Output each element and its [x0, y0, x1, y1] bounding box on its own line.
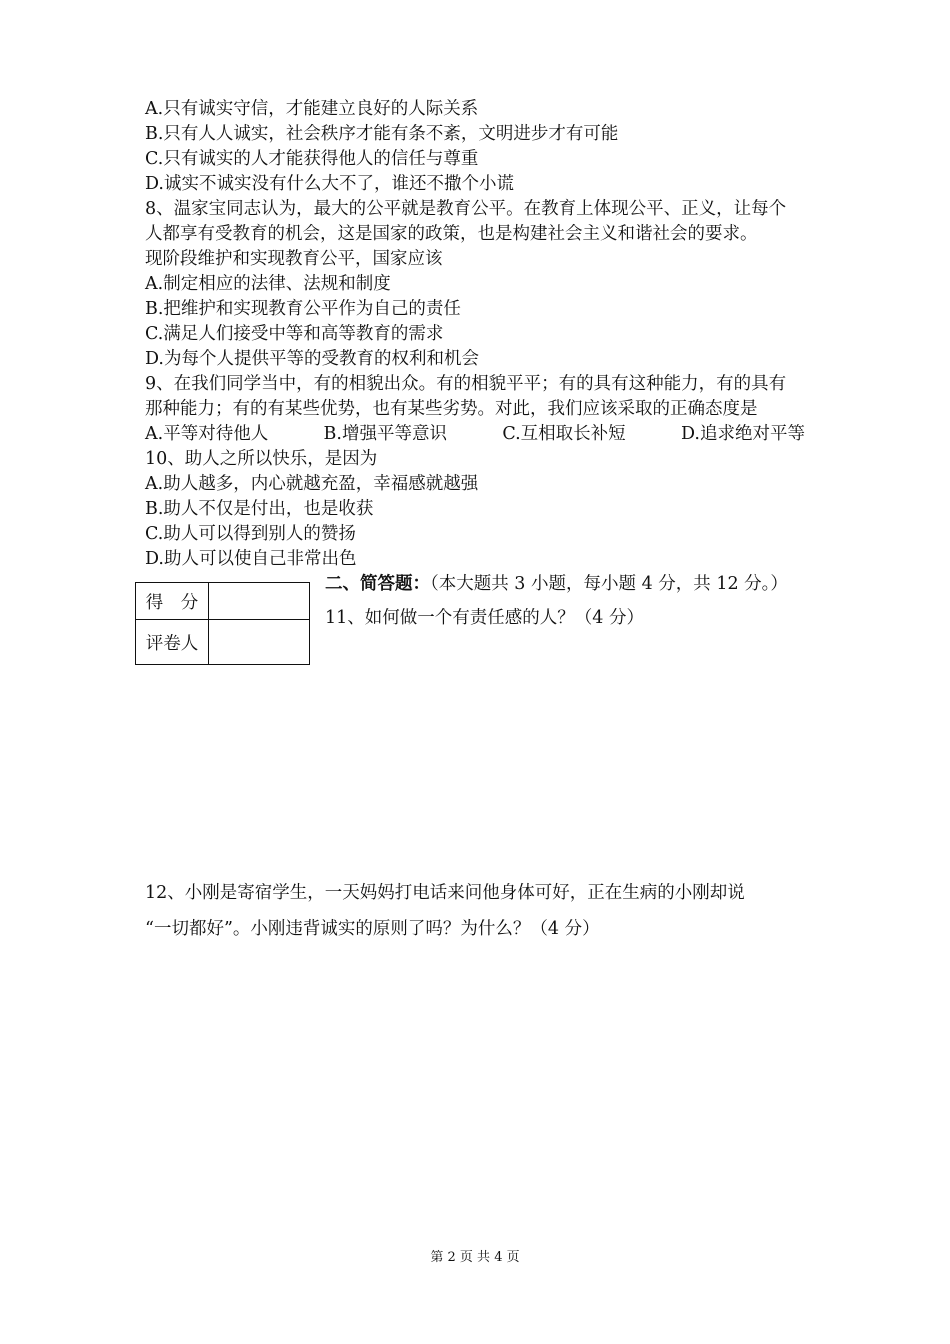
section2-note: （本大题共 3 小题，每小题 4 分，共 12 分。）	[430, 574, 788, 594]
q9-option-b: B.增强平等意识	[323, 424, 447, 444]
score-table	[135, 582, 310, 665]
q8-option-b: B.把维护和实现教育公平作为自己的责任	[145, 299, 461, 319]
section2-title: 二、简答题：	[325, 574, 430, 594]
q9-stem-line2: 那种能力；有的有某些优势，也有某些劣势。对此，我们应该采取的正确态度是	[145, 399, 758, 419]
score-value-cell[interactable]	[209, 583, 310, 620]
q8-option-a: A.制定相应的法律、法规和制度	[145, 274, 391, 294]
q9-stem-line1: 9、在我们同学当中，有的相貌出众。有的相貌平平；有的具有这种能力，有的具有	[145, 374, 787, 394]
grader-value-cell[interactable]	[209, 620, 310, 665]
section2-heading	[325, 572, 788, 597]
q10-option-d: D.助人可以使自己非常出色	[145, 549, 357, 569]
q11-question: 11、如何做一个有责任感的人？（4 分）	[325, 608, 644, 628]
q12-line1: 12、小刚是寄宿学生，一天妈妈打电话来问他身体可好，正在生病的小刚却说	[145, 883, 745, 903]
q7-option-b: B.只有人人诚实，社会秩序才能有条不紊，文明进步才有可能	[145, 124, 619, 144]
q10-option-c: C.助人可以得到别人的赞扬	[145, 524, 356, 544]
q9-options-row	[145, 422, 805, 447]
grader-label: 评卷人	[136, 620, 209, 665]
q7-option-d: D.诚实不诚实没有什么大不了，谁还不撒个小谎	[145, 174, 514, 194]
q8-stem-line1: 8、温家宝同志认为，最大的公平就是教育公平。在教育上体现公平、正义，让每个	[145, 199, 787, 219]
q8-stem-line3: 现阶段维护和实现教育公平，国家应该	[145, 249, 443, 269]
q8-option-c: C.满足人们接受中等和高等教育的需求	[145, 324, 444, 344]
q7-option-c: C.只有诚实的人才能获得他人的信任与尊重	[145, 149, 479, 169]
q8-stem-line2: 人都享有受教育的机会，这是国家的政策，也是构建社会主义和谐社会的要求。	[145, 224, 758, 244]
q12-line2: “一切都好”。小刚违背诚实的原则了吗？为什么？（4 分）	[145, 919, 600, 939]
q10-stem: 10、助人之所以快乐，是因为	[145, 449, 378, 469]
q9-option-d: D.追求绝对平等	[681, 424, 805, 444]
q9-option-c: C.互相取长补短	[502, 424, 626, 444]
q10-option-b: B.助人不仅是付出，也是收获	[145, 499, 374, 519]
score-label: 得 分	[136, 583, 209, 620]
page-footer: 第 2 页 共 4 页	[430, 1250, 520, 1265]
q10-option-a: A.助人越多，内心就越充盈，幸福感就越强	[145, 474, 479, 494]
q9-option-a: A.平等对待他人	[145, 424, 269, 444]
q7-option-a: A.只有诚实守信，才能建立良好的人际关系	[145, 99, 479, 119]
q8-option-d: D.为每个人提供平等的受教育的权利和机会	[145, 349, 479, 369]
